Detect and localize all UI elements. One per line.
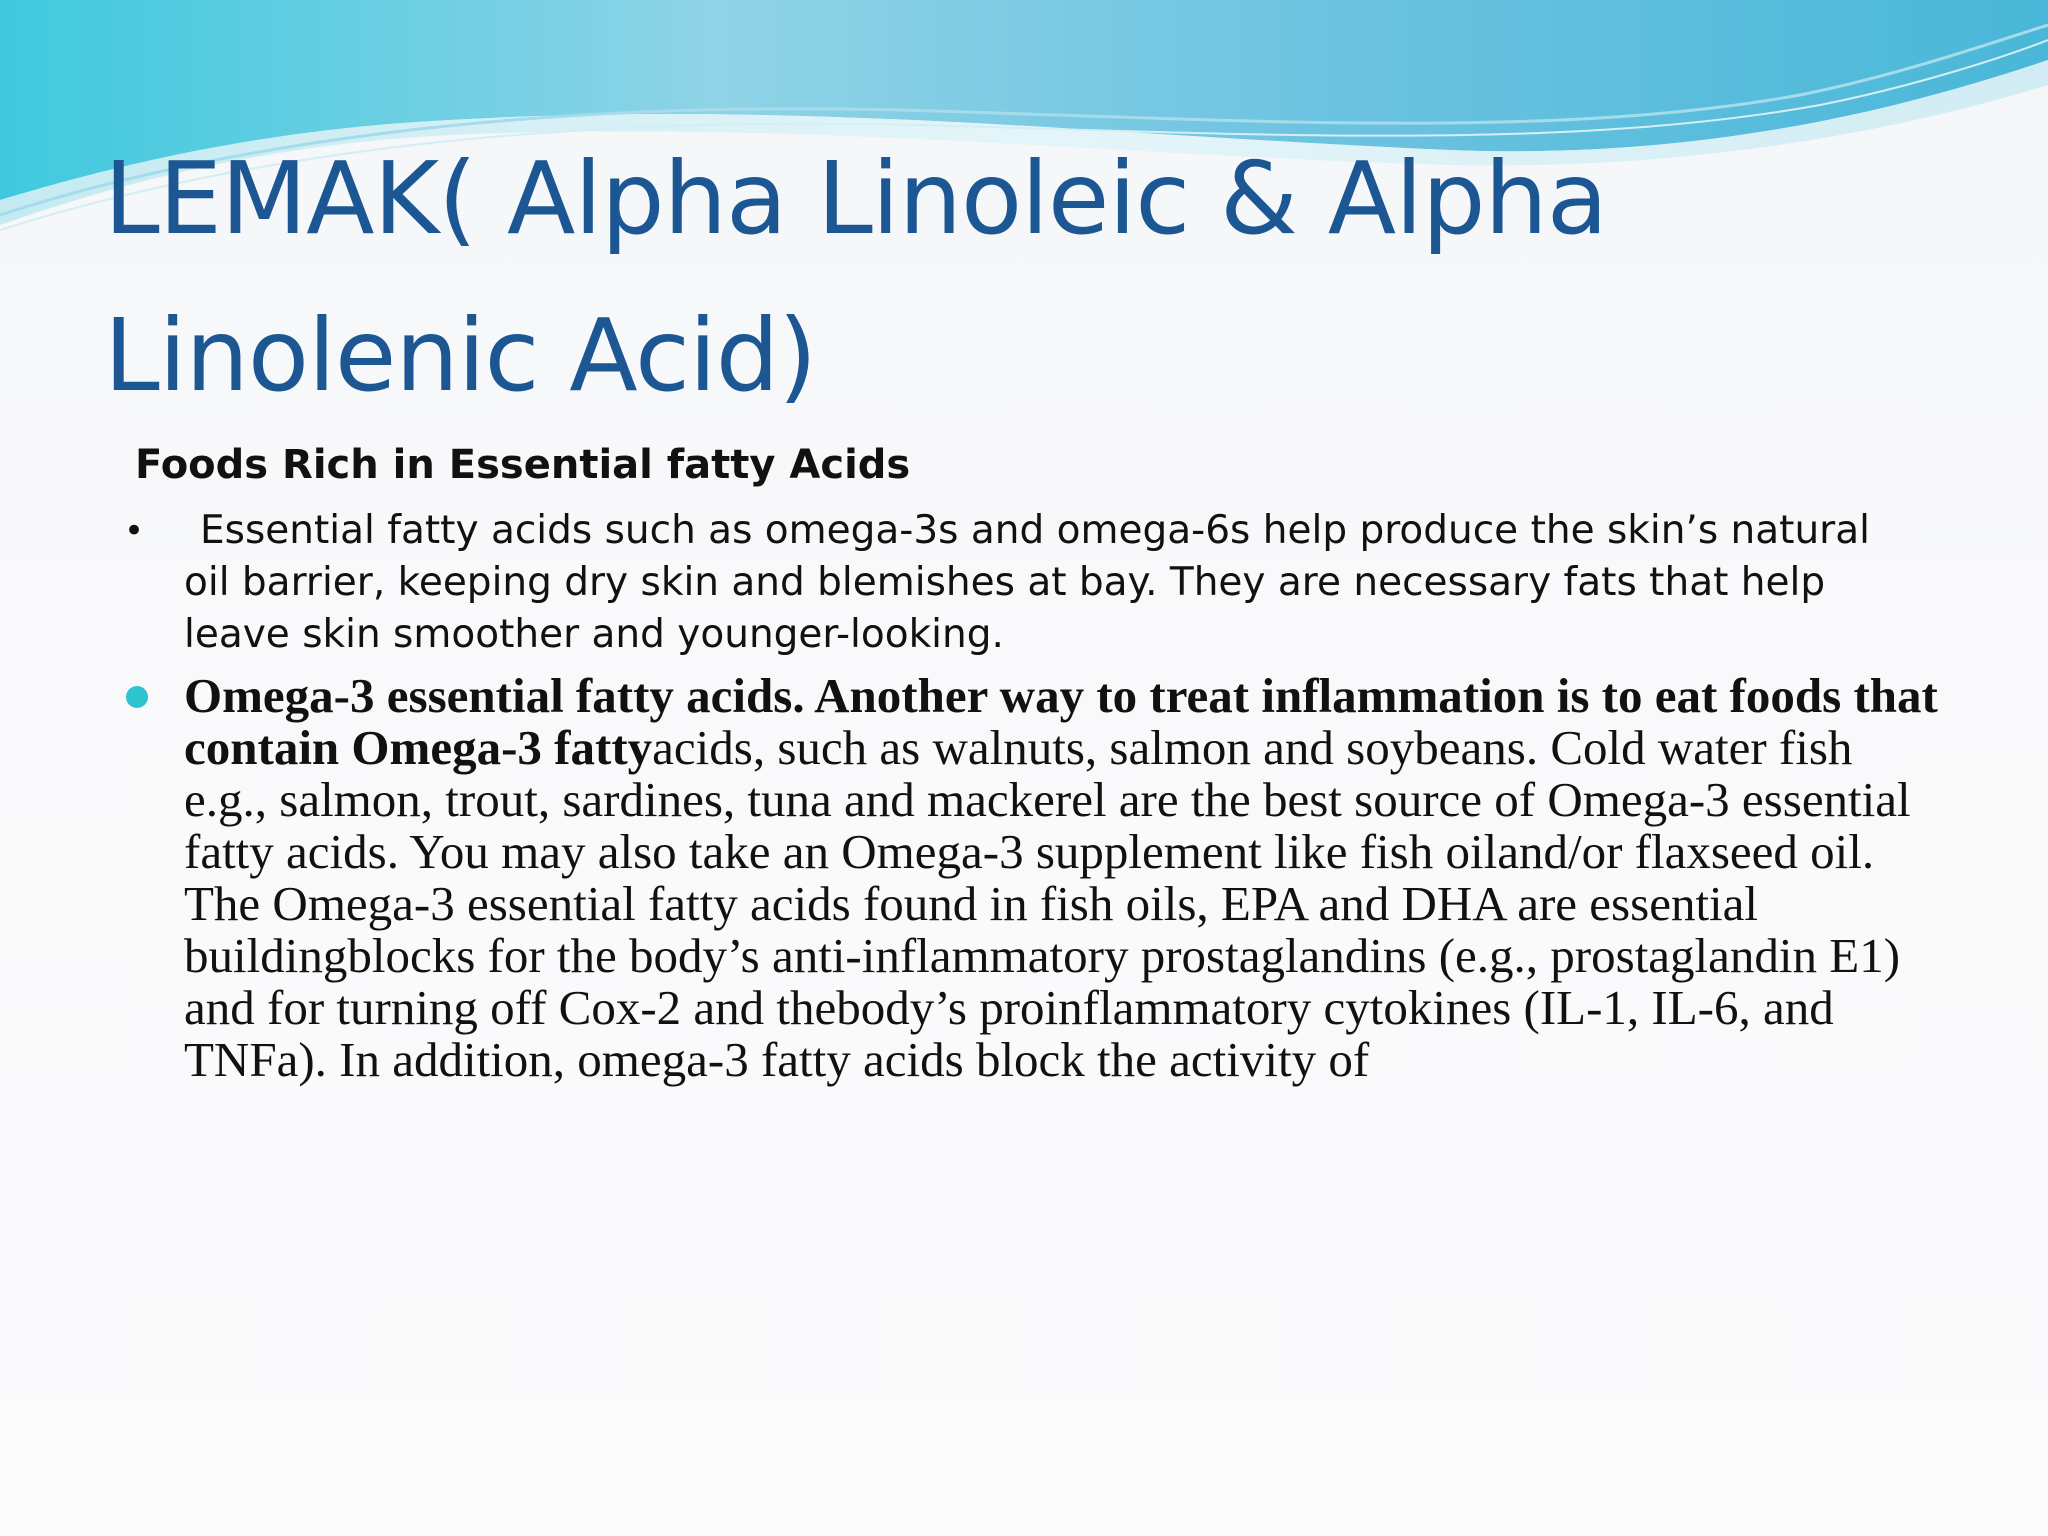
bullet-item-essential-fatty-acids bbox=[124, 505, 1884, 661]
bullet-item-omega-3 bbox=[184, 670, 1944, 1086]
slide-title: LEMAK( Alpha Linoleic & Alpha Linolenic Acid) bbox=[104, 140, 1608, 414]
teal-bullet-icon bbox=[126, 686, 148, 708]
bullet-text: Essential fatty acids such as omega-3s and omega-6s help produce the skin’s natural oil barrier, keeping dry skin and blemishes at bay. They are necessary fats that help leave skin smoother and younger-looking. bbox=[184, 508, 1870, 657]
bullet-marker-icon: • bbox=[124, 511, 145, 551]
section-subheading: Foods Rich in Essential fatty Acids bbox=[135, 442, 911, 488]
bullet-text: acids, such as walnuts, salmon and soybeans. Cold water fish e.g., salmon, trout, sardines, tuna and mackerel are the best source of Omega-3 essential fatty acids. You may also take an Omega-3 supplement like fish oiland/or flaxseed oil. The Omega-3 essential fatty acids found in fish oils, EPA and DHA are essential buildingblocks for the body’s anti-inflammatory prostaglandins (e.g., prostaglandin E1) and for turning off Cox-2 and thebody’s proinflammatory cytokines (IL-1, IL-6, and TNFa). In addition, omega-3 fatty acids block the activity of bbox=[184, 720, 1911, 1087]
bullet-bold-text: Omega-3 essential fatty acids. Another way to treat inflammation is to eat foods that contain Omega-3 fatty bbox=[184, 668, 1938, 775]
